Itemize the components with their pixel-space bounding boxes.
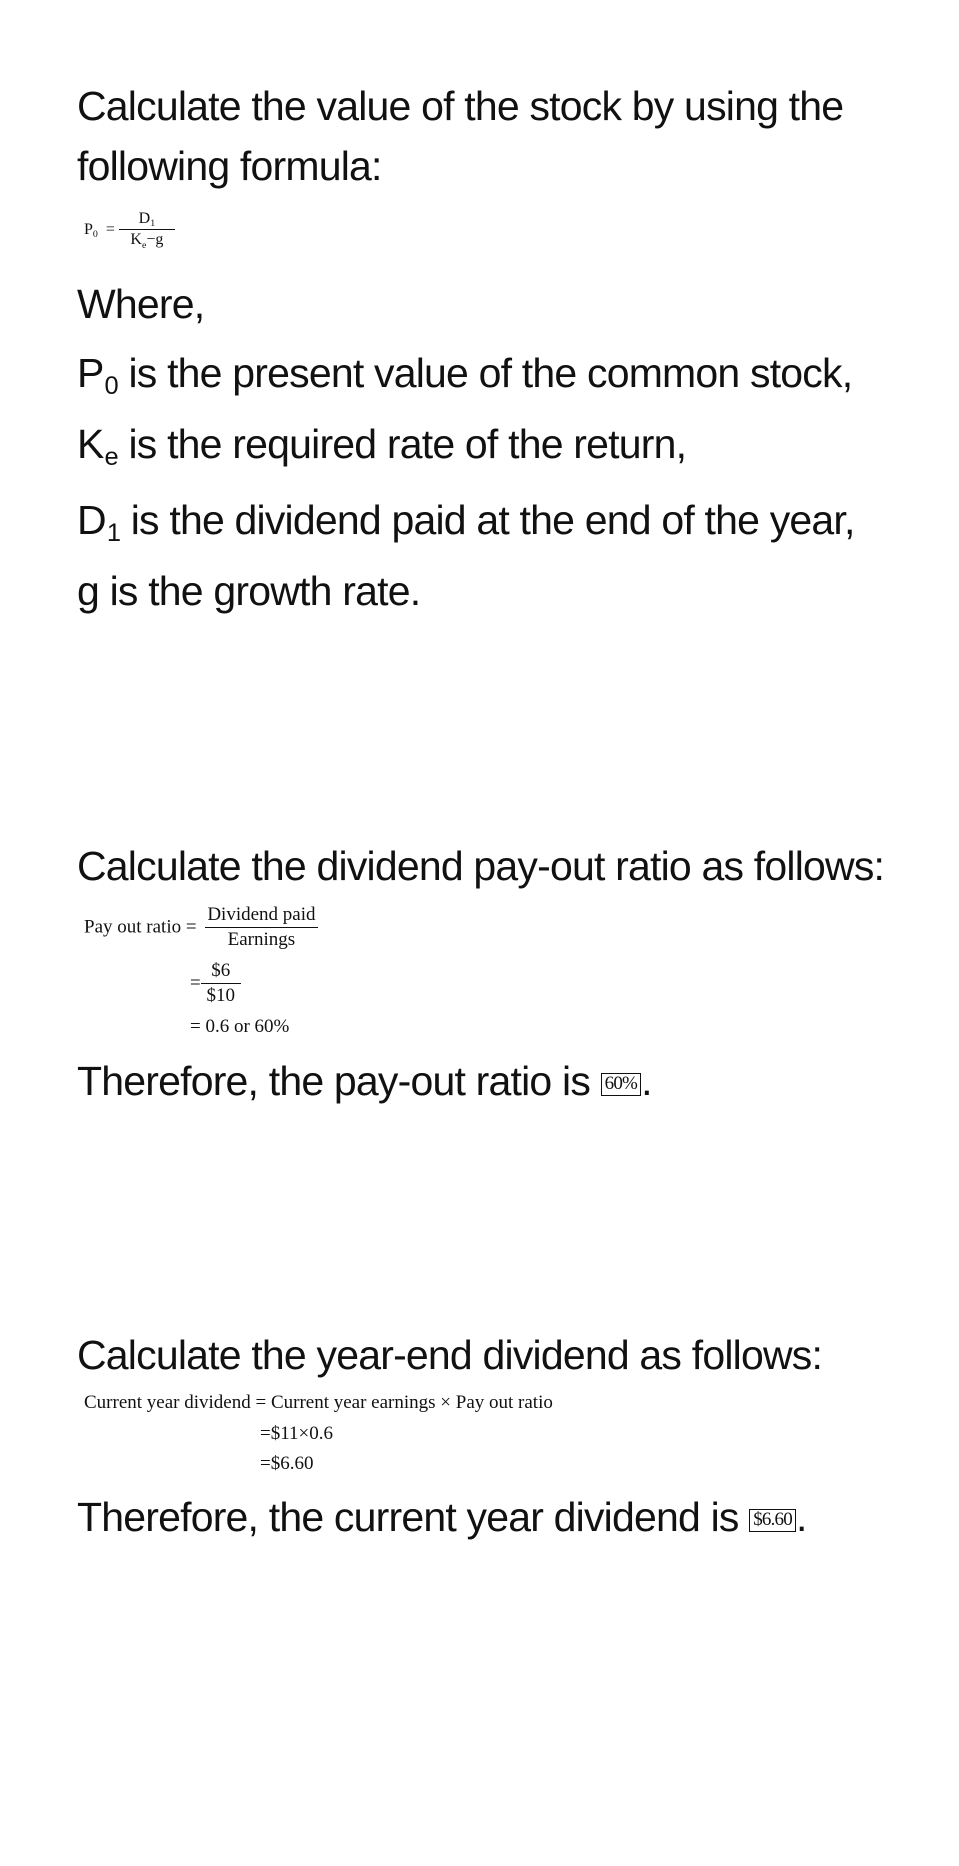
dividend-heading: Calculate the year-end dividend as follows: — [77, 1332, 823, 1378]
payout-heading: Calculate the dividend pay-out ratio as follows: — [77, 843, 885, 889]
formula-numerator-sub: 1 — [150, 218, 156, 230]
definition-g: g is the growth rate. — [77, 568, 421, 614]
formula-den-rest: −g — [146, 231, 164, 249]
definition-ke: Ke is the required rate of the return, — [77, 421, 687, 472]
formula-lhs-sub: 0 — [92, 229, 98, 241]
stock-value-formula: P0 = $\frac{D1}{Ke-g}$ — [84, 210, 175, 250]
definition-d1: D1 is the dividend paid at the end of the year, — [77, 497, 855, 548]
payout-label: Pay out ratio = — [84, 916, 197, 938]
payout-result: = 0.6 or 60% — [190, 1016, 290, 1037]
payout-sub-denominator: $10 — [206, 984, 235, 1006]
payout-substitution: = $\frac{\$6}{\$10}$ — [190, 960, 241, 1007]
payout-formula — [84, 904, 318, 951]
payout-conclusion: Therefore, the pay-out ratio is 60%. — [77, 1058, 652, 1104]
dividend-step-2: =$6.60 — [260, 1453, 314, 1474]
intro-line-2: following formula: — [77, 143, 382, 189]
dividend-equation: Current year dividend = Current year earnings × Pay out ratio — [84, 1392, 553, 1413]
where-label: Where, — [77, 281, 205, 327]
formula-den-k-sub: e — [141, 239, 147, 251]
dividend-conclusion: Therefore, the current year dividend is $6.60. — [77, 1494, 807, 1540]
dividend-step-1: =$11×0.6 — [260, 1423, 333, 1444]
formula-numerator: D — [138, 210, 151, 227]
payout-denominator: Earnings — [227, 928, 296, 950]
payout-numerator: Dividend paid — [207, 904, 316, 925]
payout-answer-box: 60% — [601, 1073, 641, 1096]
intro-line-1: Calculate the value of the stock by using the — [77, 83, 844, 129]
dividend-answer-box: $6.60 — [749, 1509, 796, 1532]
formula-lhs: P — [84, 220, 93, 238]
payout-sub-numerator: $6 — [211, 960, 231, 981]
definition-p0: P0 is the present value of the common stock, — [77, 350, 853, 401]
formula-den-k: K — [130, 231, 142, 249]
